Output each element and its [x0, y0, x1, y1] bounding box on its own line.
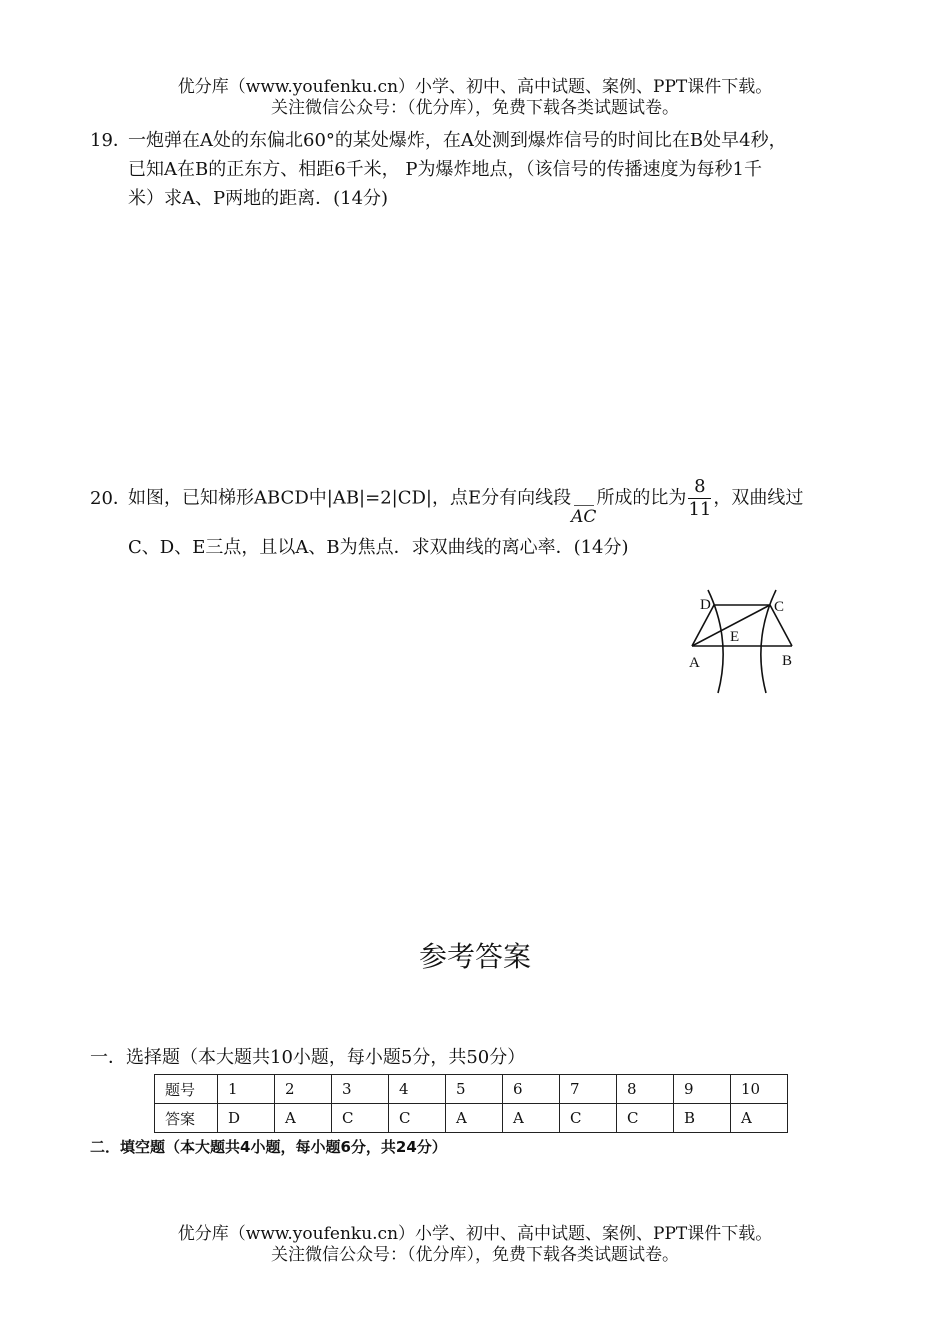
question-20-number: 20．: [90, 487, 131, 509]
section-1-heading: 一．选择题（本大题共10小题，每小题5分，共50分）: [90, 1047, 526, 1068]
question-19-line-1: 一炮弹在A处的东偏北60°的某处爆炸，在A处测到爆炸信号的时间比在B处早4秒，: [128, 130, 787, 151]
footer-line-2: 关注微信公众号：（优分库），免费下载各类试题试卷。: [271, 1245, 679, 1265]
vector-ac: [571, 505, 596, 526]
label-b: B: [782, 653, 793, 669]
question-19: [90, 126, 870, 213]
table-cell: 3: [332, 1075, 389, 1104]
trapezoid-hyperbola-figure: [680, 585, 810, 700]
vector-arrow-bar: [574, 505, 594, 506]
question-19-line-3: 米）求A、P两地的距离．(14分): [128, 188, 389, 209]
table-cell: 5: [446, 1075, 503, 1104]
section-2-heading: 二．填空题（本大题共4小题，每小题6分，共24分）: [90, 1138, 447, 1156]
table-cell: 6: [503, 1075, 560, 1104]
table-row: [155, 1075, 788, 1104]
table-cell: B: [674, 1104, 731, 1133]
table-cell: A: [446, 1104, 503, 1133]
label-c: C: [774, 599, 785, 615]
vector-label: AC: [571, 506, 597, 527]
ratio-denominator: 11: [688, 499, 712, 520]
question-20-text-a: 如图，已知梯形ABCD中|AB|=2|CD|，点E分有向线段: [128, 487, 572, 509]
question-19-line-2: 已知A在B的正东方、相距6千米， P为爆炸地点，（该信号的传播速度为每秒1千: [128, 159, 762, 180]
question-19-number: 19．: [90, 130, 131, 151]
label-d: D: [700, 597, 711, 613]
label-a: A: [689, 655, 700, 671]
table-cell: 10: [731, 1075, 788, 1104]
table-cell: C: [560, 1104, 617, 1133]
answer-table: [154, 1074, 788, 1133]
ratio-fraction: [688, 476, 711, 521]
table-cell: 2: [275, 1075, 332, 1104]
table-cell: A: [275, 1104, 332, 1133]
question-20-line-2: C、D、E三点，且以A、B为焦点．求双曲线的离心率．(14分): [128, 536, 629, 558]
table-cell: C: [617, 1104, 674, 1133]
table-cell: 1: [218, 1075, 275, 1104]
answers-title: 参考答案: [418, 940, 531, 973]
ratio-numerator: 8: [688, 476, 711, 499]
row-answer-label: 答案: [155, 1104, 218, 1133]
table-cell: 4: [389, 1075, 446, 1104]
question-20: [90, 476, 870, 570]
table-cell: 9: [674, 1075, 731, 1104]
header-line-2: 关注微信公众号：（优分库），免费下载各类试题试卷。: [271, 98, 679, 118]
table-cell: A: [731, 1104, 788, 1133]
label-e: E: [730, 629, 740, 645]
question-20-text-c: ，双曲线过: [713, 487, 804, 509]
footer-line-1: 优分库（www.youfenku.cn）小学、初中、高中试题、案例、PPT课件下载。: [177, 1224, 773, 1244]
header-line-1: 优分库（www.youfenku.cn）小学、初中、高中试题、案例、PPT课件下载。: [177, 77, 773, 97]
row-header-label: 题号: [155, 1075, 218, 1104]
question-20-text-b: 所成的比为: [596, 487, 687, 509]
table-row: [155, 1104, 788, 1133]
table-cell: C: [332, 1104, 389, 1133]
table-cell: D: [218, 1104, 275, 1133]
table-cell: A: [503, 1104, 560, 1133]
table-cell: C: [389, 1104, 446, 1133]
page-footer: [0, 1224, 950, 1266]
page-header: [0, 77, 950, 119]
table-cell: 7: [560, 1075, 617, 1104]
table-cell: 8: [617, 1075, 674, 1104]
